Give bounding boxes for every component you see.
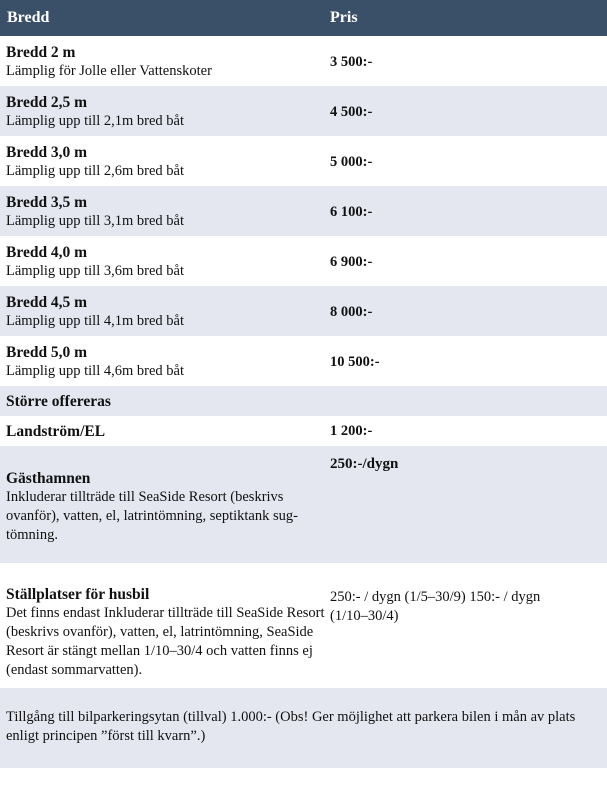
row-price: 8 000:- (330, 304, 373, 320)
guest-price: 250:-/dygn (330, 456, 399, 472)
row-desc: Lämplig upp till 4,6m bred båt (6, 362, 185, 379)
camper-row (0, 563, 607, 688)
table-row (0, 36, 607, 86)
power-price: 1 200:- (330, 422, 373, 439)
row-desc: Lämplig upp till 2,6m bred båt (6, 162, 185, 179)
guest-title: Gästhamnen (6, 470, 91, 487)
row-title: Bredd 3,0 m (6, 143, 88, 161)
row-desc: Lämplig upp till 4,1m bred båt (6, 312, 185, 329)
camper-title: Ställplatser för husbil (6, 586, 150, 603)
row-title: Bredd 3,5 m (6, 193, 88, 211)
row-desc: Lämplig upp till 2,1m bred båt (6, 112, 185, 129)
table-header (0, 0, 607, 36)
row-desc: Lämplig upp till 3,6m bred båt (6, 262, 185, 279)
header-pris: Pris (330, 9, 358, 26)
row-price: 6 900:- (330, 254, 373, 270)
row-price: 4 500:- (330, 104, 373, 120)
table-row (0, 86, 607, 136)
power-title: Landström/EL (6, 422, 106, 440)
power-row (0, 416, 607, 446)
table-row (0, 286, 607, 336)
table-row (0, 186, 607, 236)
guest-harbor-row (0, 446, 607, 563)
camper-price: 250:- / dygn (1/5–30/9) 150:- / dygn (1/10–30/4) (330, 589, 541, 624)
row-price: 5 000:- (330, 154, 373, 170)
header-bredd: Bredd (7, 9, 50, 26)
row-desc: Lämplig för Jolle eller Vattenskoter (6, 62, 212, 79)
camper-desc: Det finns endast Inkluderar tillträde till SeaSide Resort (beskrivs ovanför), vatten, el, latrintömning, SeaSide Resort är stängt mellan 1/10–30/4 och vatten finns ej (endast sommarvatten). (6, 605, 325, 678)
row-price: 10 500:- (330, 354, 380, 370)
row-title: Bredd 2,5 m (6, 93, 88, 111)
row-title: Bredd 4,5 m (6, 293, 88, 311)
larger-title: Större offereras (6, 392, 111, 410)
row-price: 6 100:- (330, 204, 373, 220)
larger-row (0, 386, 607, 416)
guest-desc: Inkluderar tillträde till SeaSide Resort (beskrivs ovanför), vatten, el, latrintömning, septiktank sug-tömning. (6, 489, 298, 543)
parking-note: Tillgång till bilparkeringsytan (tillval) 1.000:- (Obs! Ger möjlighet att parkera bilen i mån av plats enligt principen ”först till kvarn”.) (0, 688, 607, 768)
table-row (0, 136, 607, 186)
row-title: Bredd 5,0 m (6, 343, 88, 361)
table-row (0, 336, 607, 386)
table-row (0, 236, 607, 286)
row-price: 3 500:- (330, 54, 373, 70)
row-title: Bredd 2 m (6, 43, 76, 61)
row-title: Bredd 4,0 m (6, 243, 88, 261)
row-desc: Lämplig upp till 3,1m bred båt (6, 212, 185, 229)
